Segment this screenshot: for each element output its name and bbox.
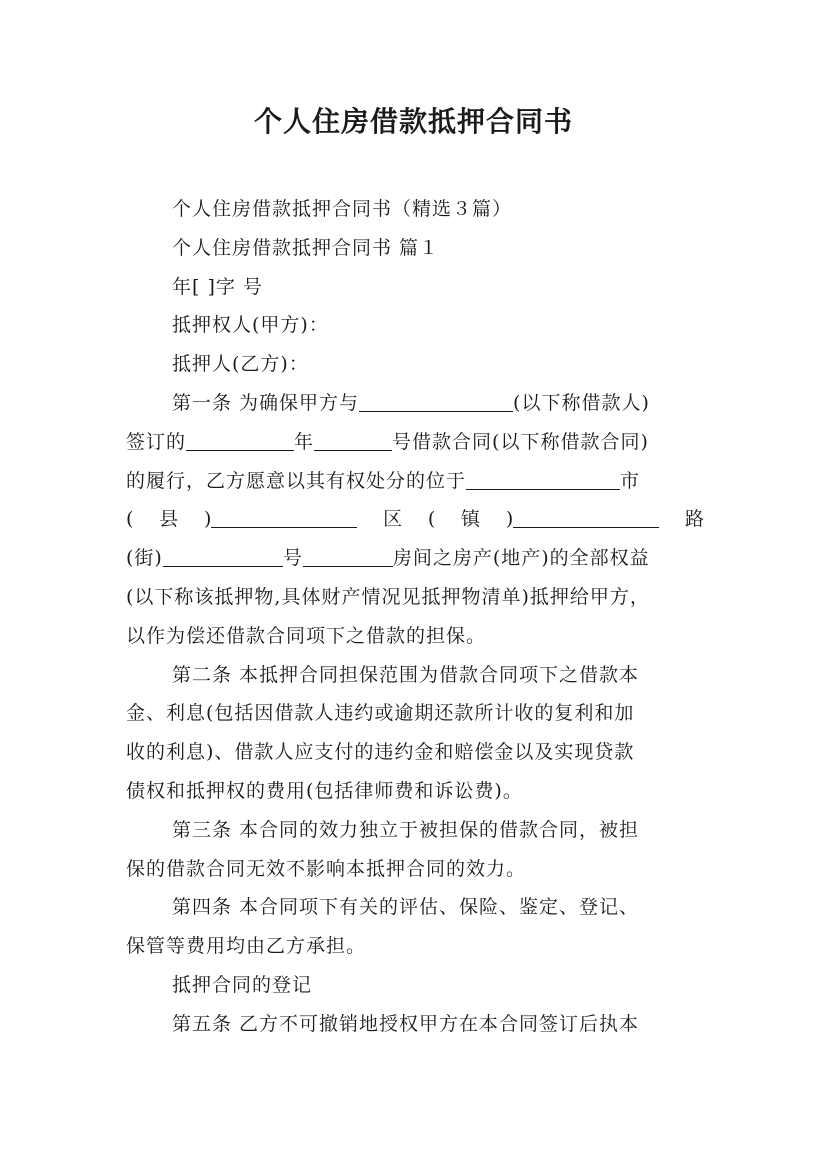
document-body — [126, 190, 704, 1044]
town-blank — [513, 505, 659, 528]
part-line: 个人住房借款抵押合同书 篇１ — [172, 236, 440, 259]
document-title: 个人住房借款抵押合同书 — [253, 105, 573, 138]
contract-no-blank — [314, 428, 392, 451]
mortgagee-line: 抵押权人(甲方)： — [172, 314, 329, 337]
article2-line4: 债权和抵押权的费用(包括律师费和诉讼费)。 — [126, 779, 523, 802]
article1-line6: (以下称该抵押物,具体财产情况见抵押物清单)抵押给甲方， — [126, 585, 650, 608]
article5-line1: 第五条 乙方不可撤销地授权甲方在本合同签订后执本 — [172, 1012, 640, 1035]
article4-line2: 保管等费用均由乙方承担。 — [126, 935, 367, 958]
room-blank — [303, 544, 393, 567]
street-blank — [163, 544, 283, 567]
article1-line4: ( 县 ) 区 ( 镇 ) 路 — [126, 500, 704, 539]
article2-line3: 收的利息)、借款人应支付的违约金和赔偿金以及实现贷款 — [126, 741, 635, 764]
intro-line: 个人住房借款抵押合同书（精选３篇） — [172, 198, 513, 220]
article2-line1: 第二条 本抵押合同担保范围为借款合同项下之借款本 — [172, 663, 640, 686]
article1-line2: 签订的 年 号借款合同(以下称借款合同) — [126, 423, 704, 462]
section-heading: 抵押合同的登记 — [172, 973, 313, 996]
mortgagor-line: 抵押人(乙方)： — [172, 353, 309, 376]
borrower-blank — [359, 389, 513, 412]
city-blank — [466, 467, 620, 490]
article4-line1: 第四条 本合同项下有关的评估、保险、鉴定、登记、 — [172, 896, 640, 919]
article3-line2: 保的借款合同无效不影响本抵押合同的效力。 — [126, 857, 527, 880]
article1-line1: 第一条 为确保甲方与 (以下称借款人) — [126, 384, 704, 423]
article1-line7: 以作为偿还借款合同项下之借款的担保。 — [126, 624, 487, 647]
article1-line3: 的履行，乙方愿意以其有权处分的位于 市 — [126, 462, 704, 501]
article2-line2: 金、利息(包括因借款人违约或逾期还款所计收的复利和加 — [126, 702, 635, 725]
date-blank — [186, 428, 294, 451]
article3-line1: 第三条 本合同的效力独立于被担保的借款合同，被担 — [172, 818, 640, 841]
county-blank — [211, 505, 357, 528]
article1-line5: (街) 号 房间之房产(地产)的全部权益 — [126, 539, 704, 578]
contract-number-line: 年[ ]字 号 — [172, 275, 263, 298]
